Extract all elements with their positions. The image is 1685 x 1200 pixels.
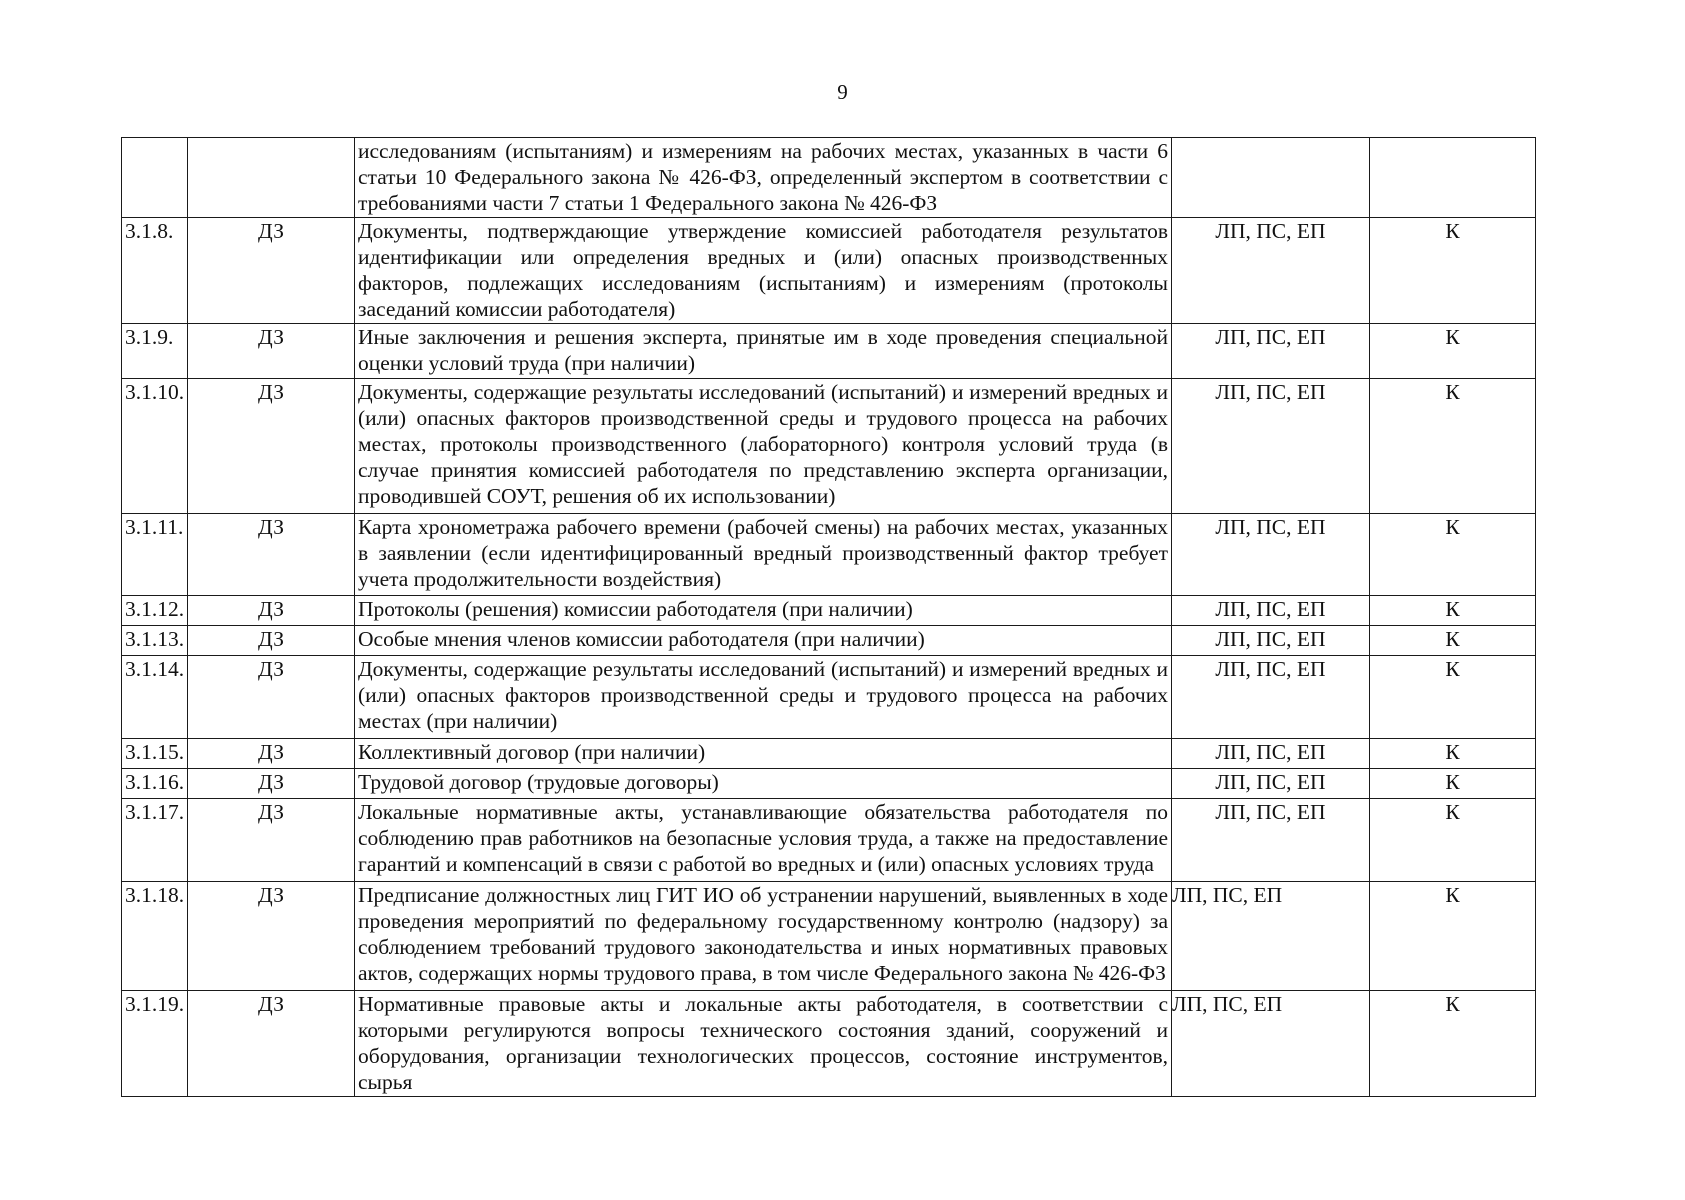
table-row [122,799,1536,882]
row-code: ДЗ [188,514,355,596]
table-row [122,218,1536,324]
row-source: ЛП, ПС, ЕП [1172,379,1370,514]
table-row [122,324,1536,379]
table-row [122,991,1536,1097]
table-row [122,138,1536,218]
row-description: Нормативные правовые акты и локальные акты работодателя, в соответствии с которыми регулируются вопросы технического состояния зданий, сооружений и оборудования, организации технологических процессов, состояние инструментов, сырья [355,991,1172,1097]
row-description: Документы, содержащие результаты исследований (испытаний) и измерений вредных и (или) опасных факторов производственной среды и трудового процесса на рабочих местах (при наличии) [355,656,1172,739]
row-description: Иные заключения и решения эксперта, принятые им в ходе проведения специальной оценки условий труда (при наличии) [355,324,1172,379]
row-description: Трудовой договор (трудовые договоры) [355,769,1172,799]
row-description: Предписание должностных лиц ГИТ ИО об устранении нарушений, выявленных в ходе проведения мероприятий по федеральному государственному контролю (надзору) за соблюдением требований трудового законодательства и иных нормативных правовых актов, содержащих нормы трудового права, в том числе Федерального закона № 426-ФЗ [355,882,1172,991]
row-code: ДЗ [188,596,355,626]
row-source: ЛП, ПС, ЕП [1172,626,1370,656]
row-description: исследованиям (испытаниям) и измерениям на рабочих местах, указанных в части 6 статьи 10 Федерального закона № 426-ФЗ, определенный экспертом в соответствии с требованиями части 7 статьи 1 Федерального закона № 426-ФЗ [355,138,1172,218]
table-row [122,739,1536,769]
page-number: 9 [837,80,848,104]
row-description: Особые мнения членов комиссии работодателя (при наличии) [355,626,1172,656]
row-source: ЛП, ПС, ЕП [1172,882,1370,991]
row-mark [1370,138,1536,218]
row-number: 3.1.16. [122,769,188,799]
row-description: Протоколы (решения) комиссии работодателя (при наличии) [355,596,1172,626]
row-number: 3.1.14. [122,656,188,739]
row-code: ДЗ [188,379,355,514]
row-number: 3.1.17. [122,799,188,882]
row-code: ДЗ [188,626,355,656]
row-number: 3.1.12. [122,596,188,626]
table-row [122,882,1536,991]
row-mark: К [1370,514,1536,596]
row-number: 3.1.13. [122,626,188,656]
row-number: 3.1.15. [122,739,188,769]
row-mark: К [1370,626,1536,656]
row-number: 3.1.18. [122,882,188,991]
table-row [122,626,1536,656]
table-row [122,769,1536,799]
table-row [122,514,1536,596]
row-description: Локальные нормативные акты, устанавливающие обязательства работодателя по соблюдению прав работников на безопасные условия труда, а также на предоставление гарантий и компенсаций в связи с работой во вредных и (или) опасных условиях труда [355,799,1172,882]
row-number: 3.1.9. [122,324,188,379]
row-source: ЛП, ПС, ЕП [1172,739,1370,769]
row-code: ДЗ [188,656,355,739]
row-source: ЛП, ПС, ЕП [1172,769,1370,799]
row-source: ЛП, ПС, ЕП [1172,656,1370,739]
row-code [188,138,355,218]
row-description: Документы, подтверждающие утверждение комиссией работодателя результатов идентификации или определения вредных и (или) опасных производственных факторов, подлежащих исследованиям (испытаниям) и измерениям (протоколы заседаний комиссии работодателя) [355,218,1172,324]
row-number: 3.1.8. [122,218,188,324]
row-mark: К [1370,769,1536,799]
row-mark: К [1370,379,1536,514]
row-source: ЛП, ПС, ЕП [1172,324,1370,379]
row-code: ДЗ [188,799,355,882]
row-code: ДЗ [188,739,355,769]
row-code: ДЗ [188,324,355,379]
row-mark: К [1370,799,1536,882]
table-row [122,656,1536,739]
row-mark: К [1370,324,1536,379]
row-number: 3.1.19. [122,991,188,1097]
row-source: ЛП, ПС, ЕП [1172,799,1370,882]
row-number [122,138,188,218]
row-number: 3.1.11. [122,514,188,596]
row-mark: К [1370,991,1536,1097]
row-mark: К [1370,656,1536,739]
table-row [122,379,1536,514]
row-code: ДЗ [188,882,355,991]
row-source: ЛП, ПС, ЕП [1172,218,1370,324]
row-description: Коллективный договор (при наличии) [355,739,1172,769]
row-source: ЛП, ПС, ЕП [1172,514,1370,596]
row-source: ЛП, ПС, ЕП [1172,596,1370,626]
row-code: ДЗ [188,218,355,324]
documents-table [121,137,1536,1097]
row-mark: К [1370,218,1536,324]
row-mark: К [1370,596,1536,626]
row-source [1172,138,1370,218]
row-mark: К [1370,739,1536,769]
row-number: 3.1.10. [122,379,188,514]
table-row [122,596,1536,626]
row-code: ДЗ [188,769,355,799]
row-mark: К [1370,882,1536,991]
row-code: ДЗ [188,991,355,1097]
row-source: ЛП, ПС, ЕП [1172,991,1370,1097]
row-description: Документы, содержащие результаты исследований (испытаний) и измерений вредных и (или) опасных факторов производственной среды и трудового процесса на рабочих местах, протоколы производственного (лабораторного) контроля условий труда (в случае принятия комиссией работодателя по представлению эксперта организации, проводившей СОУТ, решения об их использовании) [355,379,1172,514]
row-description: Карта хронометража рабочего времени (рабочей смены) на рабочих местах, указанных в заявлении (если идентифицированный вредный производственный фактор требует учета продолжительности воздействия) [355,514,1172,596]
